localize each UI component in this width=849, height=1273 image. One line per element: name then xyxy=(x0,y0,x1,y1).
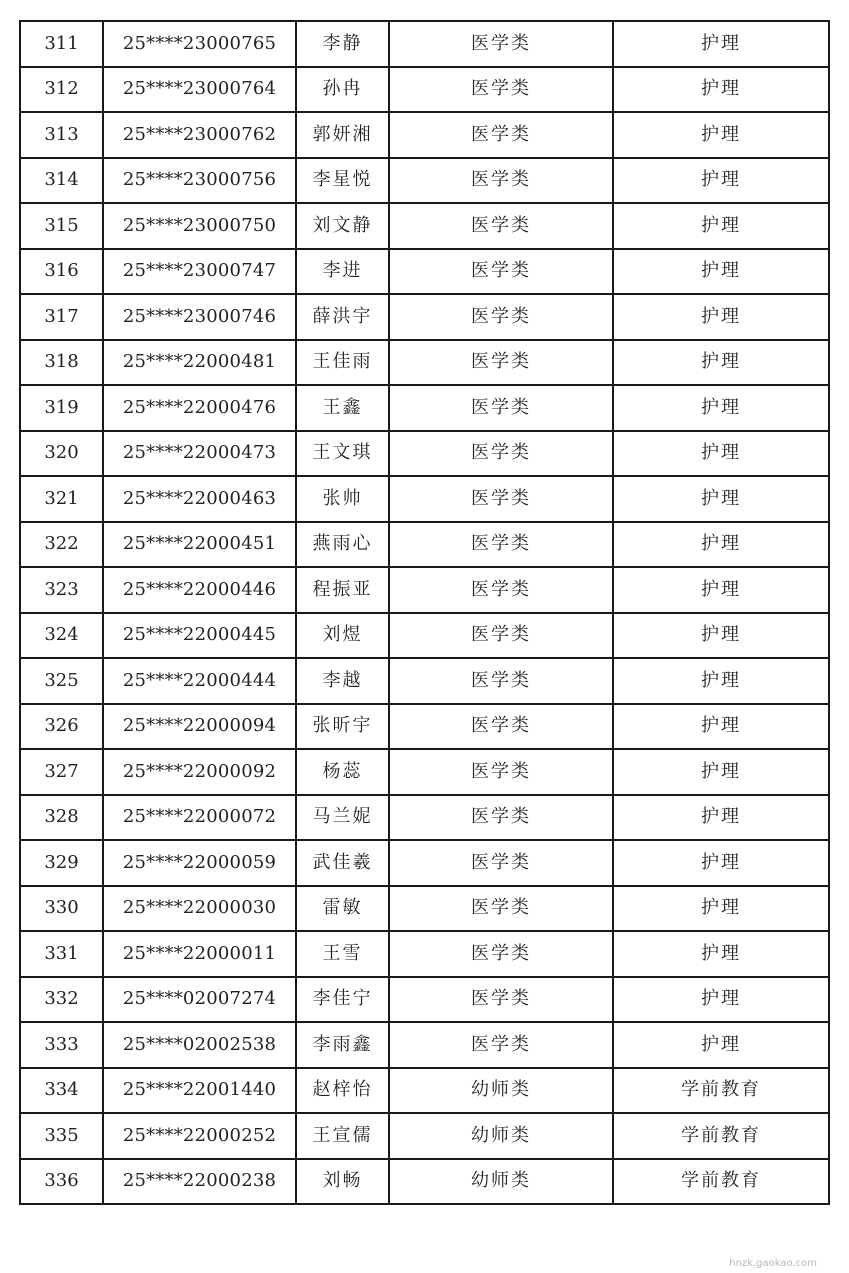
table-row xyxy=(20,112,829,158)
student-name-cell: 马兰妮 xyxy=(296,795,389,841)
major-cell: 护理 xyxy=(613,158,829,204)
roster-table-body xyxy=(20,21,829,1204)
exam-id-cell: 25****22000094 xyxy=(103,704,296,750)
student-name-cell: 燕雨心 xyxy=(296,522,389,568)
row-number-cell: 314 xyxy=(20,158,103,204)
category-cell: 医学类 xyxy=(389,431,613,477)
table-row xyxy=(20,613,829,659)
table-row xyxy=(20,522,829,568)
row-number-cell: 325 xyxy=(20,658,103,704)
exam-id-cell: 25****23000764 xyxy=(103,67,296,113)
table-row xyxy=(20,886,829,932)
student-name-cell: 李进 xyxy=(296,249,389,295)
student-name-cell: 王文琪 xyxy=(296,431,389,477)
exam-id-cell: 25****22000451 xyxy=(103,522,296,568)
row-number-cell: 318 xyxy=(20,340,103,386)
exam-id-cell: 25****23000750 xyxy=(103,203,296,249)
student-name-cell: 李越 xyxy=(296,658,389,704)
student-name-cell: 李星悦 xyxy=(296,158,389,204)
table-row xyxy=(20,1068,829,1114)
major-cell: 护理 xyxy=(613,340,829,386)
category-cell: 医学类 xyxy=(389,249,613,295)
major-cell: 护理 xyxy=(613,613,829,659)
roster-sheet xyxy=(19,20,828,1205)
table-row xyxy=(20,749,829,795)
student-name-cell: 雷敏 xyxy=(296,886,389,932)
table-row xyxy=(20,385,829,431)
row-number-cell: 316 xyxy=(20,249,103,295)
table-row xyxy=(20,1159,829,1205)
student-name-cell: 王雪 xyxy=(296,931,389,977)
row-number-cell: 332 xyxy=(20,977,103,1023)
major-cell: 护理 xyxy=(613,840,829,886)
row-number-cell: 317 xyxy=(20,294,103,340)
major-cell: 护理 xyxy=(613,249,829,295)
table-row xyxy=(20,795,829,841)
table-row xyxy=(20,1113,829,1159)
exam-id-cell: 25****22000473 xyxy=(103,431,296,477)
category-cell: 医学类 xyxy=(389,840,613,886)
student-name-cell: 刘畅 xyxy=(296,1159,389,1205)
row-number-cell: 315 xyxy=(20,203,103,249)
major-cell: 护理 xyxy=(613,1022,829,1068)
exam-id-cell: 25****22000092 xyxy=(103,749,296,795)
row-number-cell: 311 xyxy=(20,21,103,67)
major-cell: 护理 xyxy=(613,567,829,613)
student-name-cell: 李静 xyxy=(296,21,389,67)
category-cell: 医学类 xyxy=(389,340,613,386)
table-row xyxy=(20,203,829,249)
student-name-cell: 张帅 xyxy=(296,476,389,522)
exam-id-cell: 25****22000252 xyxy=(103,1113,296,1159)
table-row xyxy=(20,840,829,886)
row-number-cell: 328 xyxy=(20,795,103,841)
table-row xyxy=(20,977,829,1023)
student-name-cell: 李雨鑫 xyxy=(296,1022,389,1068)
category-cell: 医学类 xyxy=(389,886,613,932)
category-cell: 医学类 xyxy=(389,294,613,340)
student-name-cell: 杨蕊 xyxy=(296,749,389,795)
student-name-cell: 王佳雨 xyxy=(296,340,389,386)
category-cell: 医学类 xyxy=(389,931,613,977)
category-cell: 医学类 xyxy=(389,522,613,568)
major-cell: 护理 xyxy=(613,476,829,522)
table-row xyxy=(20,158,829,204)
major-cell: 护理 xyxy=(613,385,829,431)
row-number-cell: 329 xyxy=(20,840,103,886)
row-number-cell: 327 xyxy=(20,749,103,795)
exam-id-cell: 25****23000765 xyxy=(103,21,296,67)
major-cell: 学前教育 xyxy=(613,1068,829,1114)
exam-id-cell: 25****02002538 xyxy=(103,1022,296,1068)
row-number-cell: 319 xyxy=(20,385,103,431)
row-number-cell: 333 xyxy=(20,1022,103,1068)
major-cell: 护理 xyxy=(613,931,829,977)
watermark-text: hnzk.gaokao.com xyxy=(729,1258,817,1269)
major-cell: 护理 xyxy=(613,21,829,67)
student-name-cell: 王鑫 xyxy=(296,385,389,431)
table-row xyxy=(20,249,829,295)
major-cell: 护理 xyxy=(613,749,829,795)
exam-id-cell: 25****22000072 xyxy=(103,795,296,841)
student-name-cell: 武佳羲 xyxy=(296,840,389,886)
major-cell: 护理 xyxy=(613,658,829,704)
student-name-cell: 刘煜 xyxy=(296,613,389,659)
table-row xyxy=(20,658,829,704)
major-cell: 护理 xyxy=(613,294,829,340)
row-number-cell: 336 xyxy=(20,1159,103,1205)
row-number-cell: 321 xyxy=(20,476,103,522)
table-row xyxy=(20,21,829,67)
category-cell: 医学类 xyxy=(389,795,613,841)
row-number-cell: 334 xyxy=(20,1068,103,1114)
table-row xyxy=(20,704,829,750)
major-cell: 护理 xyxy=(613,977,829,1023)
exam-id-cell: 25****22000059 xyxy=(103,840,296,886)
major-cell: 护理 xyxy=(613,795,829,841)
category-cell: 医学类 xyxy=(389,749,613,795)
row-number-cell: 322 xyxy=(20,522,103,568)
row-number-cell: 330 xyxy=(20,886,103,932)
row-number-cell: 323 xyxy=(20,567,103,613)
student-name-cell: 刘文静 xyxy=(296,203,389,249)
student-name-cell: 程振亚 xyxy=(296,567,389,613)
major-cell: 学前教育 xyxy=(613,1159,829,1205)
category-cell: 医学类 xyxy=(389,977,613,1023)
category-cell: 医学类 xyxy=(389,112,613,158)
row-number-cell: 313 xyxy=(20,112,103,158)
exam-id-cell: 25****23000747 xyxy=(103,249,296,295)
major-cell: 学前教育 xyxy=(613,1113,829,1159)
table-row xyxy=(20,294,829,340)
major-cell: 护理 xyxy=(613,431,829,477)
table-row xyxy=(20,1022,829,1068)
major-cell: 护理 xyxy=(613,886,829,932)
table-row xyxy=(20,431,829,477)
major-cell: 护理 xyxy=(613,704,829,750)
category-cell: 医学类 xyxy=(389,1022,613,1068)
student-name-cell: 孙冉 xyxy=(296,67,389,113)
category-cell: 医学类 xyxy=(389,613,613,659)
row-number-cell: 335 xyxy=(20,1113,103,1159)
category-cell: 医学类 xyxy=(389,21,613,67)
major-cell: 护理 xyxy=(613,522,829,568)
exam-id-cell: 25****22000446 xyxy=(103,567,296,613)
table-row xyxy=(20,67,829,113)
major-cell: 护理 xyxy=(613,67,829,113)
category-cell: 医学类 xyxy=(389,67,613,113)
student-name-cell: 王宣儒 xyxy=(296,1113,389,1159)
category-cell: 医学类 xyxy=(389,704,613,750)
table-row xyxy=(20,476,829,522)
category-cell: 医学类 xyxy=(389,476,613,522)
exam-id-cell: 25****22000011 xyxy=(103,931,296,977)
row-number-cell: 331 xyxy=(20,931,103,977)
exam-id-cell: 25****23000756 xyxy=(103,158,296,204)
major-cell: 护理 xyxy=(613,203,829,249)
category-cell: 医学类 xyxy=(389,658,613,704)
exam-id-cell: 25****23000762 xyxy=(103,112,296,158)
table-row xyxy=(20,931,829,977)
exam-id-cell: 25****22000476 xyxy=(103,385,296,431)
category-cell: 医学类 xyxy=(389,567,613,613)
exam-id-cell: 25****22000238 xyxy=(103,1159,296,1205)
exam-id-cell: 25****22000463 xyxy=(103,476,296,522)
table-row xyxy=(20,340,829,386)
exam-id-cell: 25****02007274 xyxy=(103,977,296,1023)
student-name-cell: 赵梓怡 xyxy=(296,1068,389,1114)
exam-id-cell: 25****22001440 xyxy=(103,1068,296,1114)
category-cell: 幼师类 xyxy=(389,1068,613,1114)
category-cell: 医学类 xyxy=(389,385,613,431)
category-cell: 医学类 xyxy=(389,203,613,249)
student-name-cell: 李佳宁 xyxy=(296,977,389,1023)
student-name-cell: 薛洪宇 xyxy=(296,294,389,340)
row-number-cell: 320 xyxy=(20,431,103,477)
row-number-cell: 326 xyxy=(20,704,103,750)
exam-id-cell: 25****22000445 xyxy=(103,613,296,659)
student-name-cell: 郭妍湘 xyxy=(296,112,389,158)
category-cell: 幼师类 xyxy=(389,1113,613,1159)
exam-id-cell: 25****23000746 xyxy=(103,294,296,340)
major-cell: 护理 xyxy=(613,112,829,158)
exam-id-cell: 25****22000481 xyxy=(103,340,296,386)
roster-table xyxy=(19,20,830,1205)
student-name-cell: 张昕宇 xyxy=(296,704,389,750)
category-cell: 医学类 xyxy=(389,158,613,204)
category-cell: 幼师类 xyxy=(389,1159,613,1205)
row-number-cell: 324 xyxy=(20,613,103,659)
exam-id-cell: 25****22000444 xyxy=(103,658,296,704)
exam-id-cell: 25****22000030 xyxy=(103,886,296,932)
table-row xyxy=(20,567,829,613)
row-number-cell: 312 xyxy=(20,67,103,113)
